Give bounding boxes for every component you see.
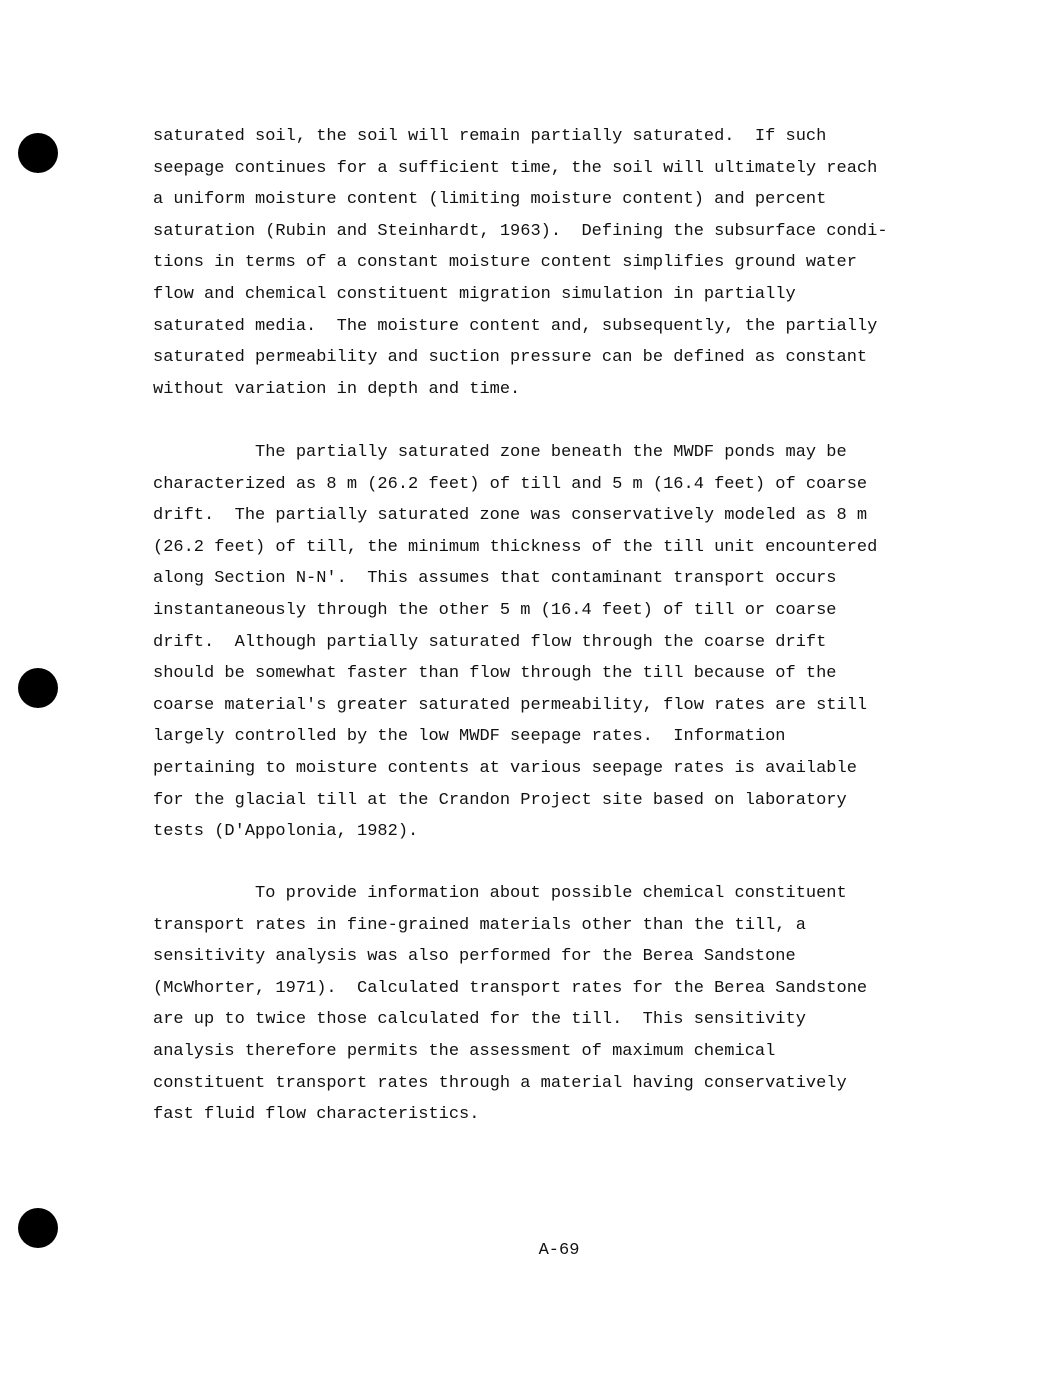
text-line: constituent transport rates through a material having conservatively [153, 1073, 847, 1093]
paragraph-2 [153, 437, 923, 848]
text-line: saturation (Rubin and Steinhardt, 1963). Defining the subsurface condi- [153, 221, 888, 241]
text-line: saturated permeability and suction pressure can be defined as constant [153, 348, 868, 368]
text-line: for the glacial till at the Crandon Project site based on laboratory [153, 790, 847, 810]
punch-hole-middle [18, 668, 58, 708]
text-line: characterized as 8 m (26.2 feet) of till and 5 m (16.4 feet) of coarse [153, 474, 868, 494]
text-line: (McWhorter, 1971). Calculated transport rates for the Berea Sandstone [153, 978, 868, 998]
text-line: without variation in depth and time. [153, 379, 521, 399]
paragraph-3 [153, 878, 923, 1131]
text-line: instantaneously through the other 5 m (16.4 feet) of till or coarse [153, 600, 837, 620]
text-line: pertaining to moisture contents at various seepage rates is available [153, 758, 857, 778]
text-line: largely controlled by the low MWDF seepage rates. Information [153, 727, 786, 747]
punch-hole-top [18, 133, 58, 173]
text-line: analysis therefore permits the assessment of maximum chemical [153, 1041, 776, 1061]
text-line: transport rates in fine-grained materials other than the till, a [153, 915, 806, 935]
text-line: saturated media. The moisture content and, subsequently, the partially [153, 316, 878, 336]
text-line: tions in terms of a constant moisture content simplifies ground water [153, 253, 857, 273]
text-line: along Section N-N'. This assumes that contaminant transport occurs [153, 569, 837, 589]
text-line: are up to twice those calculated for the till. This sensitivity [153, 1010, 806, 1030]
page-number: A-69 [538, 1241, 580, 1260]
text-line: To provide information about possible chemical constituent [153, 884, 847, 903]
text-line: fast fluid flow characteristics. [153, 1105, 480, 1125]
text-line: sensitivity analysis was also performed for the Berea Sandstone [153, 947, 796, 967]
text-line: drift. Although partially saturated flow through the coarse drift [153, 632, 827, 652]
paragraph-1 [153, 121, 923, 405]
text-line: drift. The partially saturated zone was conservatively modeled as 8 m [153, 506, 868, 526]
text-line: coarse material's greater saturated permeability, flow rates are still [153, 695, 868, 715]
text-line: should be somewhat faster than flow through the till because of the [153, 664, 837, 684]
text-line: (26.2 feet) of till, the minimum thickness of the till unit encountered [153, 537, 878, 557]
text-line: flow and chemical constituent migration simulation in partially [153, 284, 796, 304]
text-line: saturated soil, the soil will remain partially saturated. If such [153, 127, 827, 146]
text-line: seepage continues for a sufficient time, the soil will ultimately reach [153, 158, 878, 178]
text-line: a uniform moisture content (limiting moisture content) and percent [153, 190, 827, 210]
text-line: tests (D'Appolonia, 1982). [153, 822, 419, 842]
text-line: The partially saturated zone beneath the MWDF ponds may be [153, 443, 847, 462]
